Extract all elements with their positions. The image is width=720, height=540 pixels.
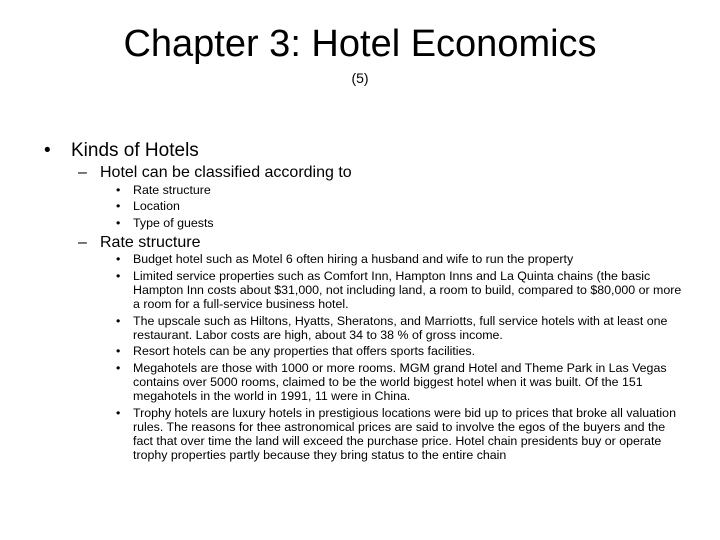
subheading-text: Hotel can be classified according to [100,164,352,181]
list-item: • Limited service properties such as Comfort Inn, Hampton Inns and La Quinta chains (the basic Hampton Inn costs about $31,000, not including land, a room to build, compared to $80,000 or more a room for a full-service business hotel. [116,268,682,311]
bullet-marker: • [44,140,51,161]
classification-list [114,184,684,233]
list-item: • Type of guests [116,215,214,230]
list-item: • Megahotels are those with 1000 or more rooms. MGM grand Hotel and Theme Park in Las Vegas contains over 5000 rooms, claimed to be the world biggest hotel when it was built. Of the 151 megahotels in the world in 1991, 11 were in China. [116,361,667,404]
list-item: • The upscale such as Hiltons, Hyatts, Sheratons, and Marriotts, full service hotels with at least one restaurant. Labor costs are high, about 34 to 38 % of gross income. [116,313,668,342]
slide-subtitle: (5) [351,70,369,86]
subheading-text: Rate structure [100,234,201,251]
list-item: • Resort hotels can be any properties that offers sports facilities. [116,344,476,359]
slide-title: Chapter 3: Hotel Economics [123,23,597,65]
list-item: • Budget hotel such as Motel 6 often hiring a husband and wife to run the property [116,252,574,266]
dash-marker: – [78,164,87,181]
dash-marker: – [78,234,87,251]
list-item: • Location [116,199,180,214]
list-item: • Rate structure [116,183,211,197]
bullet-text: Kinds of Hotels [71,140,199,161]
list-item: • Trophy hotels are luxury hotels in prestigious locations were bid up to prices that broke all valuation rules. The reasons for thee astronomical prices are said to involve the egos of the buyers and the fact that over time the land will exceed the purchase price. Hotel chain presidents buy or operate trophy properties partly because they bring status to the entire chain [116,406,676,462]
rate-structure-list [114,253,684,466]
